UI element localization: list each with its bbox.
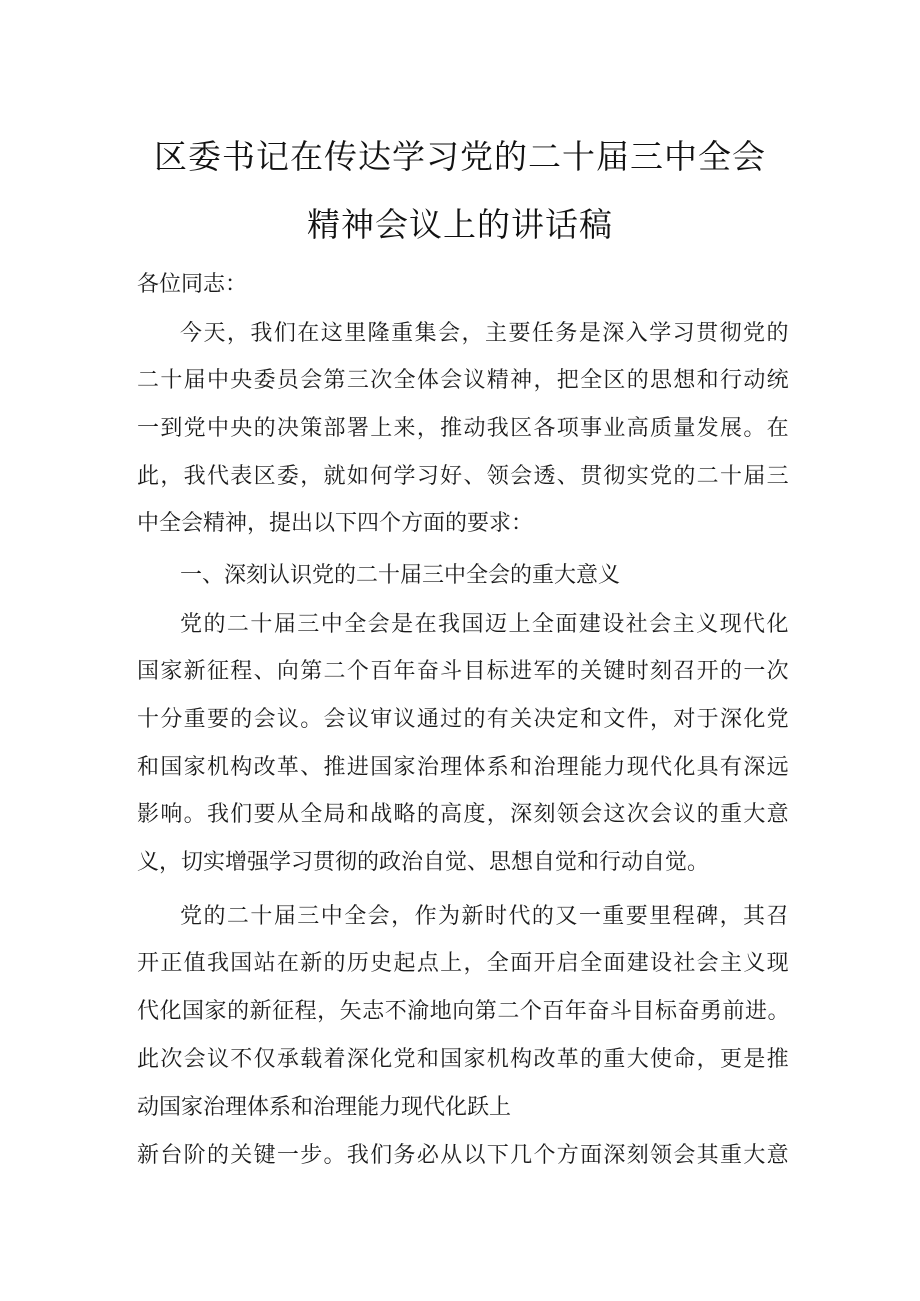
body-line: 此次会议不仅承载着深化党和国家机构改革的重大使命，更是推	[137, 1047, 790, 1072]
salutation: 各位同志：	[137, 272, 248, 297]
body-line: 开正值我国站在新的历史起点上，全面开启全面建设社会主义现	[137, 951, 790, 976]
title-line-1: 区委书记在传达学习党的二十届三中全会	[154, 137, 766, 176]
body-line: 一到党中央的决策部署上来，推动我区各项事业高质量发展。在	[137, 416, 790, 441]
body-line: 中全会精神，提出以下四个方面的要求：	[137, 511, 534, 536]
body-line: 新台阶的关键一步。我们务必从以下几个方面深刻领会其重大意	[137, 1143, 790, 1168]
body-line: 此，我代表区委，就如何学习好、领会透、贯彻实党的二十届三	[137, 464, 790, 489]
body-line: 国家新征程、向第二个百年奋斗目标进军的关键时刻召开的一次	[137, 659, 790, 684]
body-line: 十分重要的会议。会议审议通过的有关决定和文件，对于深化党	[137, 707, 790, 732]
body-line: 代化国家的新征程，矢志不渝地向第二个百年奋斗目标奋勇前进。	[137, 999, 791, 1024]
body-line: 动国家治理体系和治理能力现代化跃上	[137, 1095, 512, 1120]
section-heading: 一、深刻认识党的二十届三中全会的重大意义	[180, 563, 621, 588]
body-line: 和国家机构改革、推进国家治理体系和治理能力现代化具有深远	[137, 755, 790, 780]
title-line-2: 精神会议上的讲话稿	[307, 205, 613, 244]
body-line: 义，切实增强学习贯彻的政治自觉、思想自觉和行动自觉。	[137, 850, 710, 875]
body-line: 党的二十届三中全会，作为新时代的又一重要里程碑，其召	[180, 904, 790, 929]
body-line: 二十届中央委员会第三次全体会议精神，把全区的思想和行动统	[137, 368, 790, 393]
body-line: 影响。我们要从全局和战略的高度，深刻领会这次会议的重大意	[137, 802, 790, 827]
body-line: 今天，我们在这里隆重集会，主要任务是深入学习贯彻党的	[180, 321, 790, 346]
body-line: 党的二十届三中全会是在我国迈上全面建设社会主义现代化	[180, 612, 790, 637]
